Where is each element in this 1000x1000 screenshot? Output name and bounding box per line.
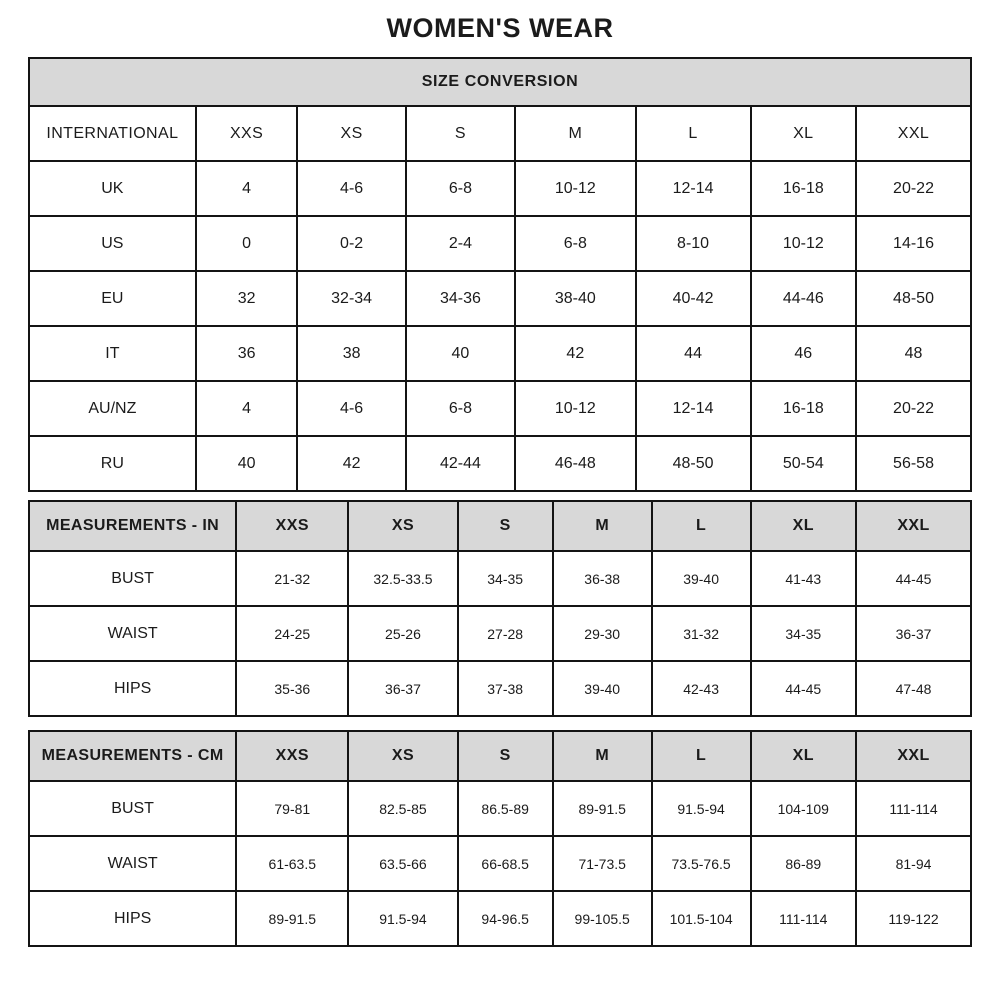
value-cell: 35-36 xyxy=(236,661,348,716)
column-header: XXL xyxy=(856,106,971,161)
value-cell: 16-18 xyxy=(751,161,857,216)
value-cell: 46-48 xyxy=(515,436,636,491)
value-cell: 89-91.5 xyxy=(236,891,348,946)
value-cell: 25-26 xyxy=(348,606,457,661)
value-cell: 8-10 xyxy=(636,216,751,271)
value-cell: 41-43 xyxy=(751,551,857,606)
column-header: XL xyxy=(751,501,857,551)
value-cell: 16-18 xyxy=(751,381,857,436)
table-row xyxy=(29,836,971,891)
column-header: XS xyxy=(348,501,457,551)
row-label: HIPS xyxy=(29,661,236,716)
value-cell: 34-36 xyxy=(406,271,515,326)
value-cell: 14-16 xyxy=(856,216,971,271)
column-header: S xyxy=(458,731,553,781)
row-label: RU xyxy=(29,436,196,491)
value-cell: 31-32 xyxy=(652,606,751,661)
table-row xyxy=(29,326,971,381)
value-cell: 82.5-85 xyxy=(348,781,457,836)
value-cell: 2-4 xyxy=(406,216,515,271)
value-cell: 44-46 xyxy=(751,271,857,326)
value-cell: 48 xyxy=(856,326,971,381)
value-cell: 12-14 xyxy=(636,381,751,436)
value-cell: 91.5-94 xyxy=(348,891,457,946)
value-cell: 24-25 xyxy=(236,606,348,661)
value-cell: 94-96.5 xyxy=(458,891,553,946)
value-cell: 101.5-104 xyxy=(652,891,751,946)
column-header: XS xyxy=(297,106,405,161)
value-cell: 86.5-89 xyxy=(458,781,553,836)
value-cell: 79-81 xyxy=(236,781,348,836)
table-row xyxy=(29,606,971,661)
table-row xyxy=(29,436,971,491)
table-title-cell: MEASUREMENTS - IN xyxy=(29,501,236,551)
value-cell: 42-44 xyxy=(406,436,515,491)
value-cell: 46 xyxy=(751,326,857,381)
value-cell: 44 xyxy=(636,326,751,381)
value-cell: 20-22 xyxy=(856,161,971,216)
value-cell: 38-40 xyxy=(515,271,636,326)
value-cell: 48-50 xyxy=(636,436,751,491)
banner-row xyxy=(29,58,971,106)
value-cell: 37-38 xyxy=(458,661,553,716)
value-cell: 34-35 xyxy=(751,606,857,661)
value-cell: 56-58 xyxy=(856,436,971,491)
column-header-row xyxy=(29,106,971,161)
value-cell: 91.5-94 xyxy=(652,781,751,836)
row-label: US xyxy=(29,216,196,271)
value-cell: 111-114 xyxy=(751,891,857,946)
table-row xyxy=(29,661,971,716)
value-cell: 104-109 xyxy=(751,781,857,836)
row-label: UK xyxy=(29,161,196,216)
column-header: M xyxy=(515,106,636,161)
value-cell: 39-40 xyxy=(652,551,751,606)
value-cell: 63.5-66 xyxy=(348,836,457,891)
value-cell: 44-45 xyxy=(856,551,971,606)
value-cell: 99-105.5 xyxy=(553,891,652,946)
value-cell: 0 xyxy=(196,216,298,271)
value-cell: 4 xyxy=(196,161,298,216)
value-cell: 32 xyxy=(196,271,298,326)
value-cell: 119-122 xyxy=(856,891,971,946)
table-row xyxy=(29,381,971,436)
value-cell: 38 xyxy=(297,326,405,381)
table-row xyxy=(29,216,971,271)
value-cell: 4-6 xyxy=(297,161,405,216)
value-cell: 6-8 xyxy=(406,161,515,216)
table-title-cell: MEASUREMENTS - CM xyxy=(29,731,236,781)
value-cell: 73.5-76.5 xyxy=(652,836,751,891)
column-header: XXS xyxy=(236,731,348,781)
size-conversion-table xyxy=(28,57,972,492)
column-header-row xyxy=(29,501,971,551)
value-cell: 36 xyxy=(196,326,298,381)
value-cell: 32.5-33.5 xyxy=(348,551,457,606)
value-cell: 20-22 xyxy=(856,381,971,436)
value-cell: 47-48 xyxy=(856,661,971,716)
column-header: L xyxy=(636,106,751,161)
value-cell: 10-12 xyxy=(515,381,636,436)
column-header: L xyxy=(652,731,751,781)
value-cell: 40 xyxy=(406,326,515,381)
row-label: IT xyxy=(29,326,196,381)
value-cell: 50-54 xyxy=(751,436,857,491)
value-cell: 34-35 xyxy=(458,551,553,606)
value-cell: 66-68.5 xyxy=(458,836,553,891)
value-cell: 21-32 xyxy=(236,551,348,606)
value-cell: 71-73.5 xyxy=(553,836,652,891)
value-cell: 44-45 xyxy=(751,661,857,716)
row-label: BUST xyxy=(29,781,236,836)
value-cell: 81-94 xyxy=(856,836,971,891)
table-banner: SIZE CONVERSION xyxy=(29,58,971,106)
column-header: S xyxy=(406,106,515,161)
row-label: HIPS xyxy=(29,891,236,946)
column-header: XXL xyxy=(856,501,971,551)
value-cell: 27-28 xyxy=(458,606,553,661)
row-label: EU xyxy=(29,271,196,326)
table-title-cell: INTERNATIONAL xyxy=(29,106,196,161)
column-header: XXL xyxy=(856,731,971,781)
value-cell: 86-89 xyxy=(751,836,857,891)
value-cell: 12-14 xyxy=(636,161,751,216)
column-header: XS xyxy=(348,731,457,781)
value-cell: 4-6 xyxy=(297,381,405,436)
table-row xyxy=(29,161,971,216)
column-header: L xyxy=(652,501,751,551)
column-header-row xyxy=(29,731,971,781)
column-header: M xyxy=(553,501,652,551)
value-cell: 111-114 xyxy=(856,781,971,836)
value-cell: 29-30 xyxy=(553,606,652,661)
value-cell: 39-40 xyxy=(553,661,652,716)
row-label: AU/NZ xyxy=(29,381,196,436)
value-cell: 48-50 xyxy=(856,271,971,326)
value-cell: 36-37 xyxy=(856,606,971,661)
value-cell: 42 xyxy=(297,436,405,491)
value-cell: 0-2 xyxy=(297,216,405,271)
column-header: XXS xyxy=(196,106,298,161)
value-cell: 6-8 xyxy=(406,381,515,436)
value-cell: 36-37 xyxy=(348,661,457,716)
value-cell: 10-12 xyxy=(751,216,857,271)
value-cell: 40 xyxy=(196,436,298,491)
table-row xyxy=(29,891,971,946)
table-row xyxy=(29,271,971,326)
value-cell: 42-43 xyxy=(652,661,751,716)
value-cell: 4 xyxy=(196,381,298,436)
table-row xyxy=(29,781,971,836)
column-header: XL xyxy=(751,731,857,781)
value-cell: 32-34 xyxy=(297,271,405,326)
column-header: XL xyxy=(751,106,857,161)
row-label: BUST xyxy=(29,551,236,606)
row-label: WAIST xyxy=(29,606,236,661)
value-cell: 61-63.5 xyxy=(236,836,348,891)
value-cell: 10-12 xyxy=(515,161,636,216)
row-label: WAIST xyxy=(29,836,236,891)
measurements-cm-table xyxy=(28,730,972,947)
value-cell: 40-42 xyxy=(636,271,751,326)
measurements-in-table xyxy=(28,500,972,717)
column-header: S xyxy=(458,501,553,551)
table-row xyxy=(29,551,971,606)
page-title: WOMEN'S WEAR xyxy=(386,13,614,43)
value-cell: 89-91.5 xyxy=(553,781,652,836)
value-cell: 36-38 xyxy=(553,551,652,606)
value-cell: 6-8 xyxy=(515,216,636,271)
value-cell: 42 xyxy=(515,326,636,381)
column-header: M xyxy=(553,731,652,781)
column-header: XXS xyxy=(236,501,348,551)
